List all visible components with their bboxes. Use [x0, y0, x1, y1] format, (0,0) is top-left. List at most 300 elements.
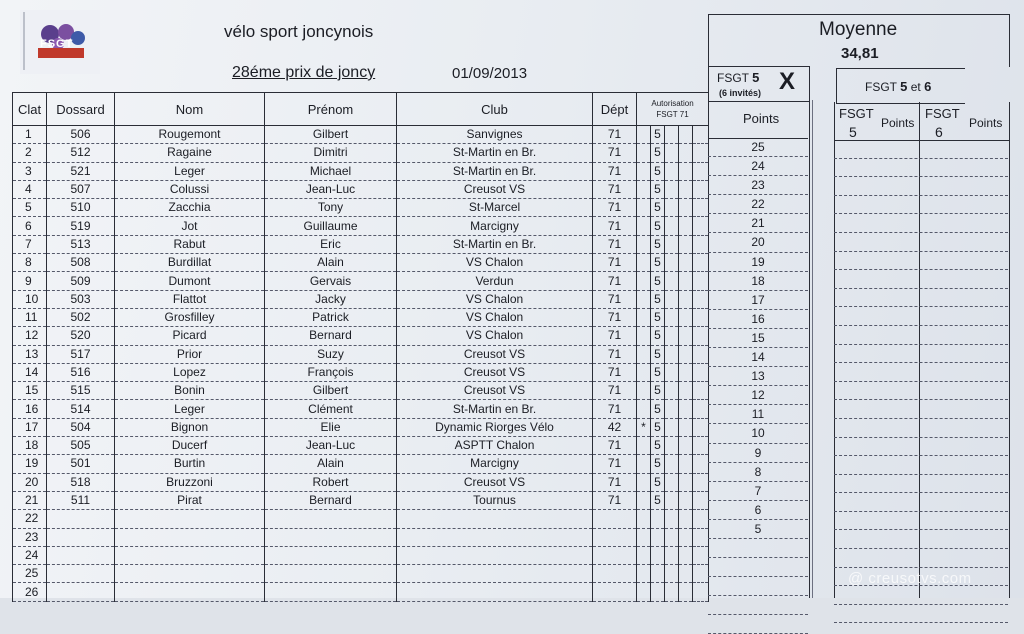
prenom-cell: Dimitri	[265, 144, 397, 162]
star-cell	[637, 290, 651, 308]
fsgt5-mark: X	[779, 68, 796, 95]
auto-cell: 5	[651, 290, 665, 308]
auto-blank-cell	[665, 382, 679, 400]
rank-cell: 15	[13, 382, 47, 400]
points-cell: 24	[708, 157, 808, 176]
auto-blank-cell	[693, 290, 709, 308]
star-cell	[637, 199, 651, 217]
auto-blank-cell	[665, 199, 679, 217]
auto-cell	[651, 510, 665, 528]
auto-blank-cell	[693, 327, 709, 345]
auto-blank-cell	[665, 308, 679, 326]
star-cell	[637, 437, 651, 455]
rank-cell: 7	[13, 235, 47, 253]
fsgt-row-line	[834, 289, 1008, 308]
prenom-cell	[265, 565, 397, 583]
auto-blank-cell	[679, 528, 693, 546]
rank-cell: 19	[13, 455, 47, 473]
points-cell	[708, 539, 808, 558]
prenom-cell	[265, 583, 397, 601]
col-header-nom: Nom	[115, 93, 265, 126]
auto-blank-cell	[679, 400, 693, 418]
club-cell: Creusot VS	[397, 382, 593, 400]
fsgt-row-line	[834, 196, 1008, 215]
dept-cell: 71	[593, 400, 637, 418]
table-row	[13, 546, 709, 564]
dept-cell: 71	[593, 473, 637, 491]
nom-cell: Zacchia	[115, 199, 265, 217]
star-cell	[637, 180, 651, 198]
table-row	[13, 199, 709, 217]
auto-cell: 5	[651, 437, 665, 455]
points-cell: 12	[708, 386, 808, 405]
table-row	[13, 126, 709, 144]
star-cell	[637, 546, 651, 564]
points-cell: 23	[708, 176, 808, 195]
auto-blank-cell	[693, 528, 709, 546]
prenom-cell: Robert	[265, 473, 397, 491]
auto-cell: 5	[651, 400, 665, 418]
star-cell	[637, 162, 651, 180]
auto-cell: 5	[651, 254, 665, 272]
dept-cell: 71	[593, 235, 637, 253]
rank-cell: 9	[13, 272, 47, 290]
auto-blank-cell	[665, 491, 679, 509]
club-cell	[397, 565, 593, 583]
prenom-cell: Michael	[265, 162, 397, 180]
auto-blank-cell	[693, 162, 709, 180]
nom-cell: Rougemont	[115, 126, 265, 144]
club-cell	[397, 546, 593, 564]
rank-cell: 16	[13, 400, 47, 418]
auto-cell: 5	[651, 327, 665, 345]
points-cell: 25	[708, 138, 808, 157]
dossard-cell	[47, 583, 115, 601]
points-cell	[708, 577, 808, 596]
dossard-cell: 510	[47, 199, 115, 217]
auto-cell	[651, 565, 665, 583]
rank-cell: 18	[13, 437, 47, 455]
fsgt-row-line	[834, 530, 1008, 549]
nom-cell	[115, 546, 265, 564]
auto-blank-cell	[693, 217, 709, 235]
dept-cell: 71	[593, 199, 637, 217]
points-cell: 13	[708, 367, 808, 386]
table-row	[13, 400, 709, 418]
prenom-cell: Gilbert	[265, 382, 397, 400]
dept-cell: 71	[593, 363, 637, 381]
table-row	[13, 418, 709, 436]
points-cell: 17	[708, 291, 808, 310]
auto-blank-cell	[665, 162, 679, 180]
auto-blank-cell	[665, 565, 679, 583]
auto-blank-cell	[665, 455, 679, 473]
auto-blank-cell	[693, 473, 709, 491]
club-cell	[397, 528, 593, 546]
dossard-cell: 521	[47, 162, 115, 180]
club-cell: VS Chalon	[397, 290, 593, 308]
auto-blank-cell	[693, 254, 709, 272]
star-cell	[637, 272, 651, 290]
auto-cell: 5	[651, 345, 665, 363]
dept-cell	[593, 546, 637, 564]
rank-cell: 11	[13, 308, 47, 326]
auto-blank-cell	[679, 491, 693, 509]
dossard-cell	[47, 528, 115, 546]
nom-cell: Burtin	[115, 455, 265, 473]
club-cell: Creusot VS	[397, 180, 593, 198]
auto-blank-cell	[693, 546, 709, 564]
prenom-cell: Eric	[265, 235, 397, 253]
watermark: @ creusotvs.com	[848, 570, 972, 587]
nom-cell: Leger	[115, 162, 265, 180]
club-cell: St-Martin en Br.	[397, 400, 593, 418]
dept-cell: 71	[593, 162, 637, 180]
autorisation-line2: FSGT 71	[656, 110, 689, 119]
rank-cell: 21	[13, 491, 47, 509]
auto-blank-cell	[693, 199, 709, 217]
club-cell: VS Chalon	[397, 327, 593, 345]
col-header-club: Club	[397, 93, 593, 126]
star-cell	[637, 308, 651, 326]
prenom-cell: Elie	[265, 418, 397, 436]
auto-blank-cell	[693, 491, 709, 509]
star-cell	[637, 363, 651, 381]
dossard-cell: 506	[47, 126, 115, 144]
race-title: 28éme prix de joncy	[232, 64, 376, 81]
star-cell	[637, 126, 651, 144]
auto-blank-cell	[679, 162, 693, 180]
dept-cell: 71	[593, 254, 637, 272]
club-cell: Creusot VS	[397, 345, 593, 363]
dossard-cell: 508	[47, 254, 115, 272]
prenom-cell: Gervais	[265, 272, 397, 290]
auto-blank-cell	[665, 235, 679, 253]
prenom-cell: Tony	[265, 199, 397, 217]
auto-blank-cell	[679, 565, 693, 583]
auto-blank-cell	[665, 272, 679, 290]
dossard-cell: 502	[47, 308, 115, 326]
dossard-cell: 505	[47, 437, 115, 455]
points-cell: 20	[708, 233, 808, 252]
prenom-cell: Patrick	[265, 308, 397, 326]
points-cell: 19	[708, 253, 808, 272]
prenom-cell: Jacky	[265, 290, 397, 308]
points-cell	[708, 596, 808, 615]
auto-blank-cell	[693, 510, 709, 528]
table-row	[13, 254, 709, 272]
auto-blank-cell	[665, 327, 679, 345]
auto-cell: 5	[651, 418, 665, 436]
fsgt-row-line	[834, 345, 1008, 364]
points-cell: 9	[708, 444, 808, 463]
fsgt5-invites: (6 invités)	[719, 88, 762, 98]
rank-cell: 13	[13, 345, 47, 363]
star-cell	[637, 565, 651, 583]
table-row	[13, 308, 709, 326]
fsgt-row-line	[834, 140, 1008, 159]
dossard-cell: 520	[47, 327, 115, 345]
dossard-cell	[47, 510, 115, 528]
auto-blank-cell	[679, 217, 693, 235]
table-row	[13, 235, 709, 253]
prenom-cell	[265, 546, 397, 564]
auto-blank-cell	[679, 363, 693, 381]
table-row	[13, 162, 709, 180]
table-row	[13, 491, 709, 509]
fsgt-row-line	[834, 326, 1008, 345]
prenom-cell: François	[265, 363, 397, 381]
table-row	[13, 382, 709, 400]
auto-blank-cell	[679, 235, 693, 253]
fsgt-row-line	[834, 605, 1008, 624]
auto-blank-cell	[693, 565, 709, 583]
nom-cell: Pirat	[115, 491, 265, 509]
auto-blank-cell	[693, 126, 709, 144]
rank-cell: 6	[13, 217, 47, 235]
nom-cell	[115, 510, 265, 528]
dept-cell: 71	[593, 455, 637, 473]
prenom-cell: Bernard	[265, 491, 397, 509]
star-cell	[637, 217, 651, 235]
col-header-dossard: Dossard	[47, 93, 115, 126]
rank-cell: 24	[13, 546, 47, 564]
nom-cell: Prior	[115, 345, 265, 363]
col-header-clat: Clat	[13, 93, 47, 126]
table-row	[13, 144, 709, 162]
dept-cell: 71	[593, 437, 637, 455]
auto-blank-cell	[679, 144, 693, 162]
dept-cell: 71	[593, 491, 637, 509]
nom-cell: Flattot	[115, 290, 265, 308]
auto-blank-cell	[679, 290, 693, 308]
table-header-row	[13, 93, 709, 126]
points-cell: 21	[708, 214, 808, 233]
prenom-cell: Jean-Luc	[265, 437, 397, 455]
table-row	[13, 455, 709, 473]
nom-cell: Ragaine	[115, 144, 265, 162]
auto-blank-cell	[693, 400, 709, 418]
dept-cell: 71	[593, 126, 637, 144]
fsgt-row-line	[834, 586, 1008, 605]
club-title: vélo sport joncynois	[224, 22, 374, 41]
dept-cell	[593, 583, 637, 601]
table-row	[13, 345, 709, 363]
race-date: 01/09/2013	[452, 65, 528, 82]
auto-cell: 5	[651, 199, 665, 217]
dept-cell	[593, 528, 637, 546]
points-cell: 7	[708, 482, 808, 501]
club-cell: St-Martin en Br.	[397, 144, 593, 162]
prenom-cell: Jean-Luc	[265, 180, 397, 198]
prenom-cell: Alain	[265, 455, 397, 473]
fsgt5-label	[717, 70, 759, 85]
points-header-label: Points	[743, 111, 780, 126]
rank-cell: 3	[13, 162, 47, 180]
table-row	[13, 290, 709, 308]
table-row	[13, 510, 709, 528]
dept-cell: 71	[593, 217, 637, 235]
points-cell: 5	[708, 520, 808, 539]
auto-blank-cell	[679, 308, 693, 326]
dossard-cell: 517	[47, 345, 115, 363]
club-cell: Dynamic Riorges Vélo	[397, 418, 593, 436]
autorisation-line1: Autorisation	[651, 99, 694, 108]
auto-blank-cell	[679, 418, 693, 436]
dept-cell: 71	[593, 382, 637, 400]
fsgt5-col-num: 5	[849, 124, 857, 140]
auto-blank-cell	[679, 345, 693, 363]
dossard-cell: 509	[47, 272, 115, 290]
points-cell: 16	[708, 310, 808, 329]
fsgt-row-line	[834, 363, 1008, 382]
table-row	[13, 565, 709, 583]
auto-blank-cell	[679, 473, 693, 491]
auto-blank-cell	[665, 400, 679, 418]
nom-cell: Rabut	[115, 235, 265, 253]
auto-blank-cell	[693, 418, 709, 436]
club-cell: VS Chalon	[397, 308, 593, 326]
star-cell	[637, 455, 651, 473]
auto-blank-cell	[665, 546, 679, 564]
club-cell: Marcigny	[397, 455, 593, 473]
dossard-cell: 515	[47, 382, 115, 400]
fsgt56-label	[865, 79, 931, 94]
points-cell: 18	[708, 272, 808, 291]
star-cell: *	[637, 418, 651, 436]
results-table	[12, 92, 709, 602]
auto-blank-cell	[665, 363, 679, 381]
rank-cell: 4	[13, 180, 47, 198]
club-cell	[397, 583, 593, 601]
nom-cell: Picard	[115, 327, 265, 345]
rank-cell: 17	[13, 418, 47, 436]
nom-cell: Bignon	[115, 418, 265, 436]
dossard-cell: 511	[47, 491, 115, 509]
auto-blank-cell	[679, 382, 693, 400]
fsgt-row-line	[834, 419, 1008, 438]
results-body	[13, 126, 709, 602]
moyenne-box	[708, 14, 1010, 67]
fsgt-row-line	[834, 233, 1008, 252]
auto-blank-cell	[679, 327, 693, 345]
moyenne-label: Moyenne	[819, 19, 898, 40]
table-row	[13, 583, 709, 601]
dossard-cell: 516	[47, 363, 115, 381]
auto-blank-cell	[679, 546, 693, 564]
rank-cell: 12	[13, 327, 47, 345]
club-cell: VS Chalon	[397, 254, 593, 272]
nom-cell: Lopez	[115, 363, 265, 381]
prenom-cell	[265, 510, 397, 528]
fsgt5-col-points: Points	[881, 116, 915, 130]
points-list	[708, 138, 808, 634]
star-cell	[637, 144, 651, 162]
nom-cell: Ducerf	[115, 437, 265, 455]
dossard-cell: 512	[47, 144, 115, 162]
dossard-cell: 513	[47, 235, 115, 253]
dossard-cell: 501	[47, 455, 115, 473]
dept-cell: 71	[593, 345, 637, 363]
auto-blank-cell	[665, 254, 679, 272]
star-cell	[637, 491, 651, 509]
col-header-dept: Dépt	[593, 93, 637, 126]
nom-cell: Grosfilley	[115, 308, 265, 326]
auto-blank-cell	[693, 144, 709, 162]
club-cell: St-Martin en Br.	[397, 162, 593, 180]
auto-cell: 5	[651, 308, 665, 326]
column-divider	[812, 100, 813, 598]
star-cell	[637, 235, 651, 253]
dossard-cell: 507	[47, 180, 115, 198]
auto-blank-cell	[679, 126, 693, 144]
auto-blank-cell	[693, 583, 709, 601]
auto-blank-cell	[693, 180, 709, 198]
fsgt6-col-num: 6	[935, 124, 943, 140]
rank-cell: 1	[13, 126, 47, 144]
fsgt5-box	[708, 66, 810, 102]
auto-blank-cell	[693, 363, 709, 381]
auto-blank-cell	[679, 272, 693, 290]
auto-cell: 5	[651, 235, 665, 253]
auto-blank-cell	[693, 272, 709, 290]
auto-cell	[651, 546, 665, 564]
dossard-cell: 514	[47, 400, 115, 418]
fsgt-row-line	[834, 270, 1008, 289]
dept-cell: 71	[593, 327, 637, 345]
dept-cell	[593, 510, 637, 528]
dept-cell: 71	[593, 272, 637, 290]
auto-cell: 5	[651, 144, 665, 162]
points-cell: 22	[708, 195, 808, 214]
auto-cell: 5	[651, 363, 665, 381]
points-cell	[708, 615, 808, 634]
fsgt56-num2: 6	[924, 79, 932, 94]
nom-cell: Bonin	[115, 382, 265, 400]
auto-blank-cell	[679, 254, 693, 272]
fsgt6-col-title: FSGT	[925, 106, 960, 121]
auto-blank-cell	[665, 345, 679, 363]
fsgt6-col-points: Points	[969, 116, 1003, 130]
points-cell: 8	[708, 463, 808, 482]
rank-cell: 8	[13, 254, 47, 272]
dossard-cell: 518	[47, 473, 115, 491]
club-cell: Tournus	[397, 491, 593, 509]
dossard-cell: 504	[47, 418, 115, 436]
nom-cell: Burdillat	[115, 254, 265, 272]
points-cell: 6	[708, 501, 808, 520]
fsgt56-box	[836, 68, 965, 104]
col-header-autorisation	[637, 93, 709, 126]
auto-cell: 5	[651, 455, 665, 473]
nom-cell: Dumont	[115, 272, 265, 290]
fsgt-row-line	[834, 549, 1008, 568]
auto-blank-cell	[665, 528, 679, 546]
auto-blank-cell	[693, 308, 709, 326]
dept-cell: 42	[593, 418, 637, 436]
rank-cell: 23	[13, 528, 47, 546]
auto-cell: 5	[651, 272, 665, 290]
fsgt56-prefix: FSGT	[865, 80, 897, 94]
fsgt-row-line	[834, 512, 1008, 531]
auto-blank-cell	[665, 144, 679, 162]
auto-blank-cell	[665, 217, 679, 235]
auto-blank-cell	[665, 180, 679, 198]
fsgt-row-line	[834, 159, 1008, 178]
club-cell: ASPTT Chalon	[397, 437, 593, 455]
fsgt-row-line	[834, 493, 1008, 512]
col-header-prenom: Prénom	[265, 93, 397, 126]
